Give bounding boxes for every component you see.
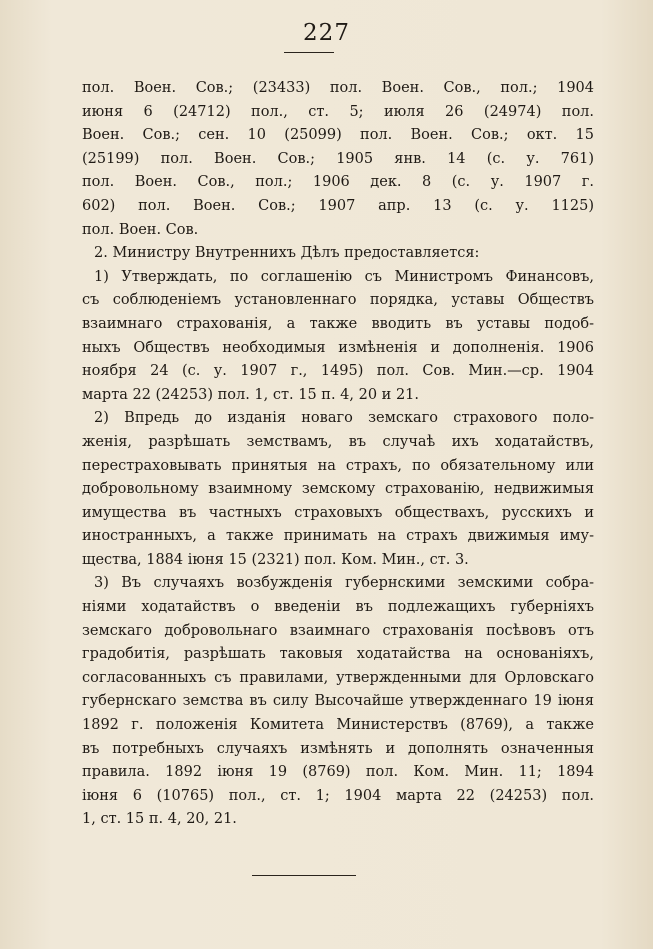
body-text: [82, 77, 594, 832]
text-line: 2) Впредь до изданія новаго земскаго страхового поло-: [94, 410, 594, 427]
page-number: 227: [303, 20, 350, 46]
text-line: ніями ходатайствъ о введеніи въ подлежащихъ губерніяхъ: [82, 599, 594, 616]
text-line: въ потребныхъ случаяхъ измѣнять и дополнять означенныя: [82, 740, 594, 757]
text-line: иностранныхъ, а также принимать на страхъ движимыя иму-: [82, 528, 594, 545]
text-line: правила. 1892 іюня 19 (8769) пол. Ком. Мин. 11; 1894: [82, 764, 594, 781]
text-line: женія, разрѣшать земствамъ, въ случаѣ ихъ ходатайствъ,: [82, 433, 594, 450]
text-line: июня 6 (24712) пол., ст. 5; июля 26 (24974) пол.: [82, 103, 594, 120]
text-line: согласованныхъ съ правилами, утвержденными для Орловскаго: [82, 669, 594, 686]
text-line: 1, ст. 15 п. 4, 20, 21.: [82, 811, 237, 828]
text-line: перестраховывать принятыя на страхъ, по обязательному или: [82, 457, 594, 474]
text-line: 1892 г. положенія Комитета Министерствъ (8769), а также: [82, 717, 594, 734]
text-line: пол. Воен. Сов.: [82, 221, 199, 238]
text-line: щества, 1884 іюня 15 (2321) пол. Ком. Мин., ст. 3.: [82, 551, 469, 568]
text-line: имущества въ частныхъ страховыхъ обществахъ, русскихъ и: [82, 504, 594, 521]
text-line: добровольному взаимному земскому страхованію, недвижимыя: [82, 481, 594, 498]
text-line: ноября 24 (с. у. 1907 г., 1495) пол. Сов. Мин.—ср. 1904: [82, 363, 594, 380]
text-line: градобитія, разрѣшать таковыя ходатайства на основаніяхъ,: [82, 646, 594, 663]
text-line: пол. Воен. Сов.; (23433) пол. Воен. Сов., пол.; 1904: [82, 80, 594, 96]
text-line: съ соблюденіемъ установленнаго порядка, уставы Обществъ: [82, 292, 594, 309]
text-line: земскаго добровольнаго взаимнаго страхованія посѣвовъ отъ: [82, 622, 594, 639]
text-line: 2. Министру Внутреннихъ Дѣлъ предоставляется:: [94, 245, 480, 262]
text-line: 602) пол. Воен. Сов.; 1907 апр. 13 (с. у. 1125): [82, 197, 594, 214]
text-line: Воен. Сов.; сен. 10 (25099) пол. Воен. Сов.; окт. 15: [82, 127, 594, 144]
text-line: 1) Утверждать, по соглашенію съ Министромъ Финансовъ,: [94, 268, 594, 285]
text-line: марта 22 (24253) пол. 1, ст. 15 п. 4, 20 и 21.: [82, 386, 419, 403]
text-line: іюня 6 (10765) пол., ст. 1; 1904 марта 22 (24253) пол.: [82, 787, 594, 804]
header-rule: [284, 52, 334, 53]
text-line: взаимнаго страхованія, а также вводить въ уставы подоб-: [82, 315, 594, 332]
text-line: (25199) пол. Воен. Сов.; 1905 янв. 14 (с. у. 761): [82, 150, 594, 167]
text-line: 3) Въ случаяхъ возбужденія губернскими земскими собра-: [94, 575, 594, 592]
text-line: ныхъ Обществъ необходимыя измѣненія и дополненія. 1906: [82, 339, 594, 356]
text-line: губернскаго земства въ силу Высочайше утвержденнаго 19 іюня: [82, 693, 594, 710]
text-line: пол. Воен. Сов., пол.; 1906 дек. 8 (с. у. 1907 г.: [82, 174, 594, 191]
footer-rule: [252, 875, 356, 876]
